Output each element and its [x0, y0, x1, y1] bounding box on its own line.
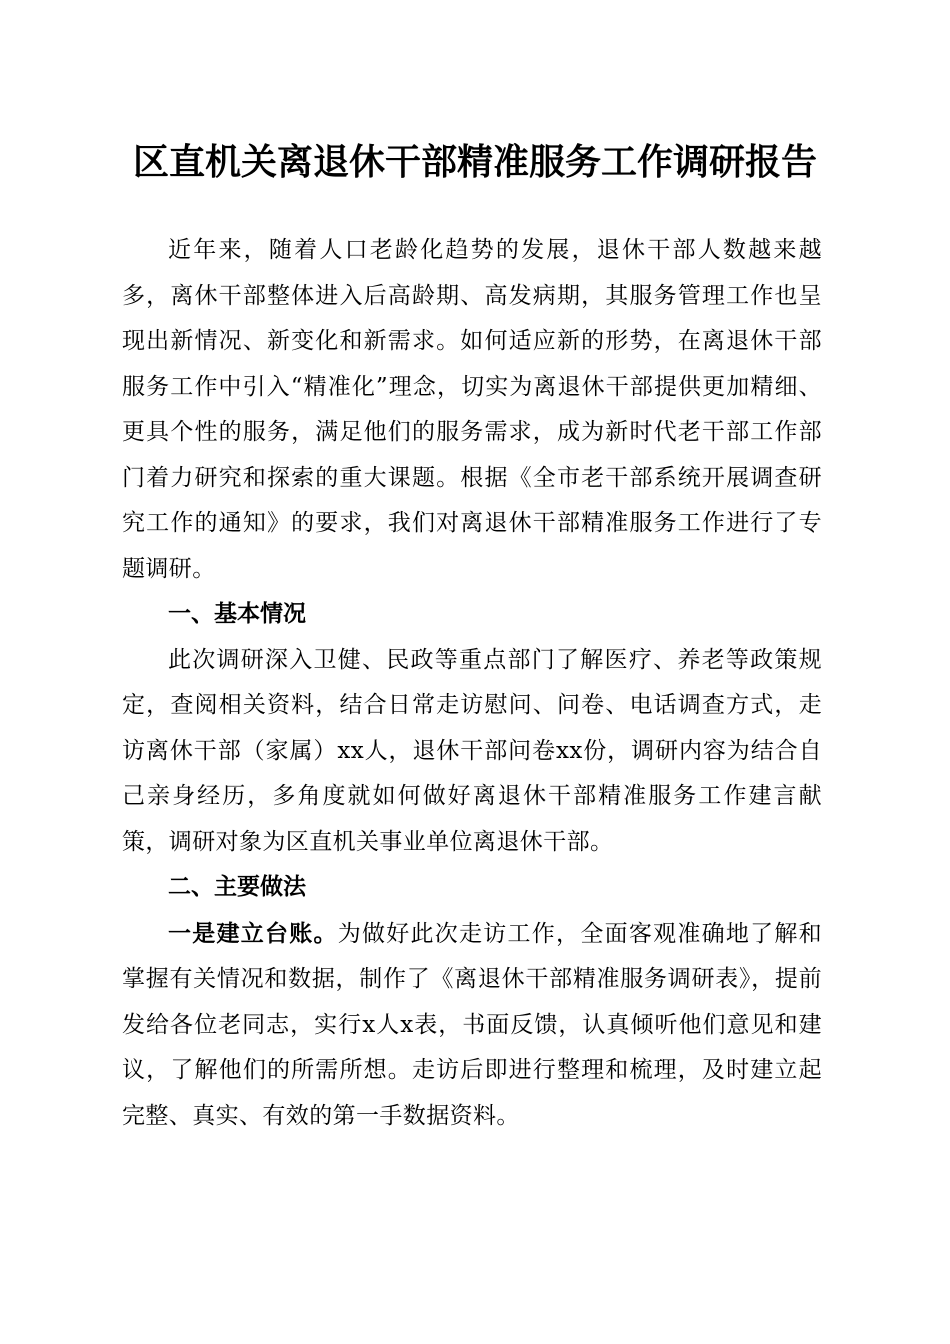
basic-situation-paragraph: 此次调研深入卫健、民政等重点部门了解医疗、养老等政策规定，查阅相关资料，结合日常走访慰问、问卷、电话调查方式，走访离休干部（家属）xx人，退休干部问卷xx份，调研内容为结合自己亲身经历，多角度就如何做好离退休干部精准服务工作建言献策，调研对象为区直机关事业单位离退休干部。	[122, 646, 822, 855]
intro-paragraph: 近年来，随着人口老龄化趋势的发展，退休干部人数越来越多，离休干部整体进入后高龄期、高发病期，其服务管理工作也呈现出新情况、新变化和新需求。如何适应新的形势，在离退休干部服务工作中引入“精准化”理念，切实为离退休干部提供更加精细、更具个性的服务，满足他们的服务需求，成为新时代老干部工作部门着力研究和探索的重大课题。根据《全市老干部系统开展调查研究工作的通知》的要求，我们对离退休干部精准服务工作进行了专题调研。	[122, 237, 822, 582]
document-body	[122, 228, 822, 1139]
section-heading-main-practices: 二、主要做法	[168, 874, 306, 900]
item-lead-establish-ledger: 一是建立台账。	[168, 919, 338, 947]
main-practices-paragraph	[122, 911, 822, 1140]
section-heading-basic-situation: 一、基本情况	[168, 601, 306, 627]
item-text-establish-ledger: 为做好此次走访工作，全面客观准确地了解和掌握有关情况和数据，制作了《离退休干部精准服务调研表》，提前发给各位老同志，实行x人x表，书面反馈，认真倾听他们意见和建议，了解他们的所需所想。走访后即进行整理和梳理，及时建立起完整、真实、有效的第一手数据资料。	[122, 920, 822, 1129]
document-title: 区直机关离退休干部精准服务工作调研报告	[132, 141, 817, 183]
